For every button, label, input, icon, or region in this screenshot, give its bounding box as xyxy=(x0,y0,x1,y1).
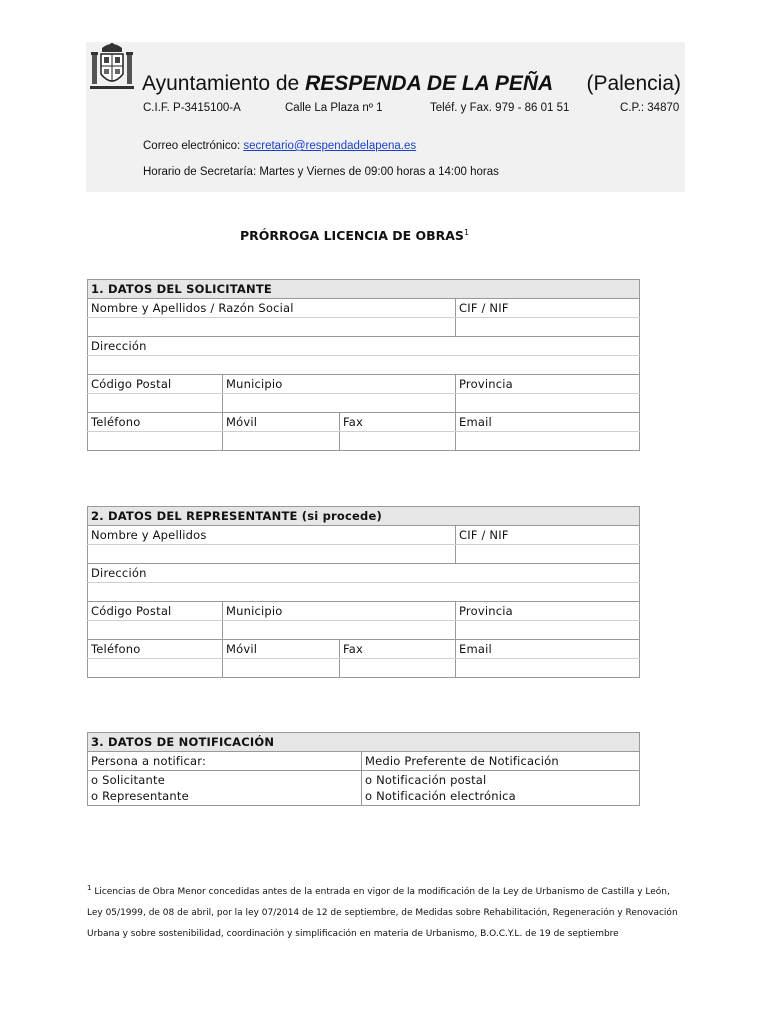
cif-field[interactable] xyxy=(456,545,640,564)
solicitante-table xyxy=(87,279,640,451)
municipio-field[interactable] xyxy=(223,394,456,413)
telefono-label: Teléfono xyxy=(88,640,223,659)
fax-label: Fax xyxy=(340,413,456,432)
persona-label: Persona a notificar: xyxy=(88,752,362,771)
email-field[interactable] xyxy=(456,432,640,451)
municipio-label: Municipio xyxy=(223,375,456,394)
provincia-label: Provincia xyxy=(456,602,640,621)
letterhead xyxy=(86,42,685,192)
direccion-field[interactable] xyxy=(88,583,640,602)
footnote-ref: 1 xyxy=(463,228,470,237)
footnote-marker: 1 xyxy=(87,884,92,892)
telefono-field[interactable] xyxy=(88,432,223,451)
phone-text: Teléf. y Fax. 979 - 86 01 51 xyxy=(430,102,570,114)
movil-field[interactable] xyxy=(223,659,340,678)
organization-name: Ayuntamiento de RESPENDA DE LA PEÑA xyxy=(142,72,554,95)
cp-label: Código Postal xyxy=(88,375,223,394)
telefono-label: Teléfono xyxy=(88,413,223,432)
cp-label: Código Postal xyxy=(88,602,223,621)
nombre-field[interactable] xyxy=(88,318,456,337)
option-representante[interactable]: o Representante xyxy=(91,789,189,803)
cif-field[interactable] xyxy=(456,318,640,337)
cif-label: CIF / NIF xyxy=(456,526,640,545)
fax-label: Fax xyxy=(340,640,456,659)
municipio-field[interactable] xyxy=(223,621,456,640)
nombre-label: Nombre y Apellidos / Razón Social xyxy=(88,299,456,318)
cp-field[interactable] xyxy=(88,621,223,640)
nombre-label: Nombre y Apellidos xyxy=(88,526,456,545)
option-notificacion-electronica[interactable]: o Notificación electrónica xyxy=(365,789,516,803)
direccion-label: Dirección xyxy=(88,564,640,583)
footnote xyxy=(87,878,687,945)
direccion-field[interactable] xyxy=(88,356,640,375)
office-hours: Horario de Secretaría: Martes y Viernes de 09:00 horas a 14:00 horas xyxy=(143,166,499,178)
provincia-field[interactable] xyxy=(456,621,640,640)
fax-field[interactable] xyxy=(340,432,456,451)
cif-label: CIF / NIF xyxy=(456,299,640,318)
movil-label: Móvil xyxy=(223,640,340,659)
section-heading: 3. DATOS DE NOTIFICACIÓN xyxy=(88,733,640,752)
section-heading: 2. DATOS DEL REPRESENTANTE (si procede) xyxy=(88,507,640,526)
email-line: Correo electrónico: secretario@respendadelapena.es xyxy=(143,140,417,152)
movil-field[interactable] xyxy=(223,432,340,451)
document-title: PRÓRROGA LICENCIA DE OBRAS$^1$ xyxy=(240,228,470,244)
nombre-field[interactable] xyxy=(88,545,456,564)
postal-code-text: C.P.: 34870 xyxy=(620,102,680,114)
email-label: Email xyxy=(456,640,640,659)
municipio-label: Municipio xyxy=(223,602,456,621)
footnote-line-2: Ley 05/1999, de 08 de abril, por la ley 07/2014 de 12 de septiembre, de Medidas sobre Rehabilitación, Regeneración y Renovación xyxy=(87,908,678,918)
provincia-field[interactable] xyxy=(456,394,640,413)
cp-field[interactable] xyxy=(88,394,223,413)
cif-text: C.I.F. P-3415100-A xyxy=(143,102,241,114)
region: (Palencia) xyxy=(586,72,681,95)
section-heading: 1. DATOS DEL SOLICITANTE xyxy=(88,280,640,299)
email-field[interactable] xyxy=(456,659,640,678)
telefono-field[interactable] xyxy=(88,659,223,678)
coat-of-arms-icon xyxy=(88,42,136,94)
direccion-label: Dirección xyxy=(88,337,640,356)
address-text: Calle La Plaza nº 1 xyxy=(285,102,383,114)
option-solicitante[interactable]: o Solicitante xyxy=(91,773,165,787)
fax-field[interactable] xyxy=(340,659,456,678)
representante-table xyxy=(87,506,640,678)
option-notificacion-postal[interactable]: o Notificación postal xyxy=(365,773,487,787)
provincia-label: Provincia xyxy=(456,375,640,394)
email-label: Email xyxy=(456,413,640,432)
footnote-line-3: Urbana y sobre sostenibilidad, coordinación y simplificación en materia de Urbanismo, B.O.C.Y.L. de 19 de septiembre xyxy=(87,929,619,939)
notificacion-table xyxy=(87,732,640,806)
movil-label: Móvil xyxy=(223,413,340,432)
footnote-line-1: Licencias de Obra Menor concedidas antes de la entrada en vigor de la modificación de la Ley de Urbanismo de Castilla y León, xyxy=(94,887,670,897)
email-link[interactable]: secretario@respendadelapena.es xyxy=(243,140,417,152)
medio-label: Medio Preferente de Notificación xyxy=(362,752,640,771)
